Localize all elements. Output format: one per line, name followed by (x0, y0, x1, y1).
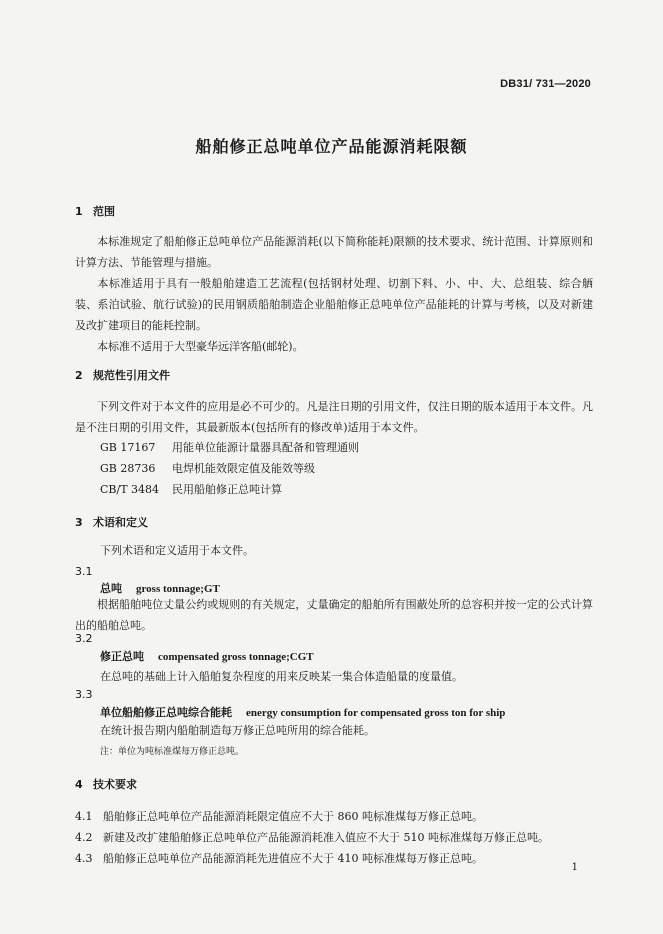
section-number: 4 (75, 778, 83, 791)
requirement-item (75, 829, 549, 845)
section-3-heading (75, 514, 148, 530)
page-number: 1 (571, 862, 578, 873)
requirement-text: 船舶修正总吨单位产品能源消耗限定值应不大于 860 吨标准煤每万修正总吨。 (103, 810, 483, 823)
term-number: 3.2 (75, 632, 93, 645)
section-1-para-1 (75, 231, 593, 273)
paragraph-text: 本标准适用于具有一般船舶建造工艺流程(包括钢材处理、切割下料、小、中、大、总组装、综合舾装、系泊试验、航行试验)的民用钢质船舶制造企业船舶修正总吨单位产品能耗的计算与考核，以及对新建及改扩建项目的能耗控制。 (75, 277, 593, 332)
reference-title: 民用船舶修正总吨计算 (172, 483, 282, 496)
reference-code: GB 28736 (100, 462, 156, 475)
reference-title: 用能单位能源计量器具配备和管理通则 (172, 441, 359, 454)
term-definition: 在总吨的基础上计入船舶复杂程度的用来反映某一集合体造船量的度量值。 (100, 670, 463, 683)
term-heading (100, 704, 505, 720)
reference-title: 电焊机能效限定值及能效等级 (172, 462, 315, 475)
paragraph-text: 本标准不适用于大型豪华远洋客船(邮轮)。 (97, 340, 304, 353)
requirement-number: 4.2 (75, 831, 93, 844)
requirement-number: 4.1 (75, 810, 93, 823)
section-title: 技术要求 (93, 778, 137, 791)
term-zh: 修正总吨 (100, 650, 144, 663)
section-number: 2 (75, 369, 83, 382)
term-zh: 总吨 (100, 582, 122, 595)
requirement-text: 船舶修正总吨单位产品能源消耗先进值应不大于 410 吨标准煤每万修正总吨。 (103, 852, 483, 865)
reference-item (100, 481, 282, 497)
section-title: 规范性引用文件 (93, 369, 170, 382)
section-1-para-2 (75, 273, 593, 336)
term-en: compensated gross tonnage;CGT (158, 651, 314, 663)
standard-number: DB31/ 731—2020 (500, 78, 591, 90)
term-number: 3.3 (75, 688, 93, 701)
term-number: 3.1 (75, 565, 93, 578)
section-3-intro: 下列术语和定义适用于本文件。 (100, 544, 254, 557)
document-title: 船舶修正总吨单位产品能源消耗限额 (195, 137, 468, 156)
section-number: 1 (75, 205, 83, 218)
paragraph-text: 根据船舶吨位丈量公约或规则的有关规定，丈量确定的船舶所有围蔽处所的总容积并按一定的公式计算出的船舶总吨。 (75, 598, 593, 632)
term-note: 注：单位为吨标准煤每万修正总吨。 (100, 747, 245, 757)
section-number: 3 (75, 516, 83, 529)
requirement-item (75, 808, 483, 824)
requirement-item (75, 850, 483, 866)
requirement-number: 4.3 (75, 852, 93, 865)
section-1-heading (75, 203, 115, 219)
section-2-heading (75, 367, 170, 383)
section-1-para-3 (75, 336, 593, 357)
term-definition (75, 594, 593, 636)
section-4-heading (75, 776, 137, 792)
paragraph-text: 本标准规定了船舶修正总吨单位产品能源消耗(以下简称能耗)限额的技术要求、统计范围、计算原则和计算方法、节能管理与措施。 (75, 235, 593, 269)
reference-item (100, 439, 359, 455)
section-title: 范围 (93, 205, 115, 218)
term-en: gross tonnage;GT (136, 583, 220, 595)
reference-item (100, 460, 315, 476)
requirement-text: 新建及改扩建船舶修正总吨单位产品能源消耗准入值应不大于 510 吨标准煤每万修正总吨。 (103, 831, 549, 844)
reference-code: CB/T 3484 (100, 483, 160, 496)
reference-code: GB 17167 (100, 441, 156, 454)
term-heading (100, 648, 314, 664)
term-zh: 单位船舶修正总吨综合能耗 (100, 706, 232, 719)
section-2-para-1 (75, 396, 593, 438)
term-definition: 在统计报告期内船舶制造每万修正总吨所用的综合能耗。 (100, 724, 375, 737)
paragraph-text: 下列文件对于本文件的应用是必不可少的。凡是注日期的引用文件，仅注日期的版本适用于本文件。凡是不注日期的引用文件，其最新版本(包括所有的修改单)适用于本文件。 (75, 400, 593, 434)
term-en: energy consumption for compensated gross ton for ship (246, 707, 506, 719)
section-title: 术语和定义 (93, 516, 148, 529)
